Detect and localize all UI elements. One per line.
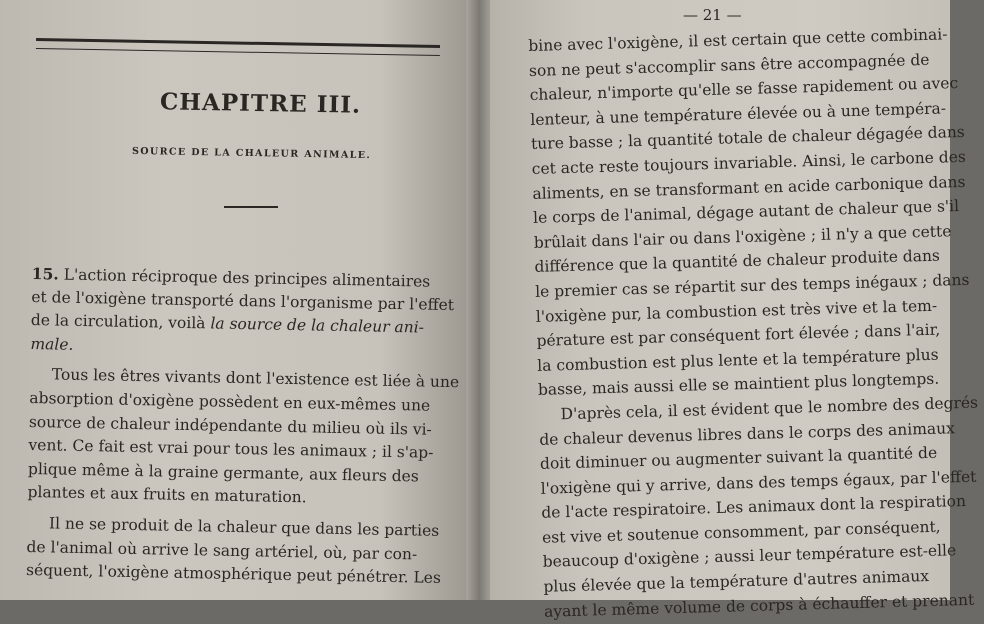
chapter-subtitle: SOURCE DE LA CHALEUR ANIMALE. — [131, 145, 372, 162]
text-line: ayant le même volume de corps à échauffer et prenant — [543, 590, 975, 621]
text-line: est vive et soutenue consomment, par conséquent, — [541, 517, 941, 547]
text-line: source de chaleur indépendante du milieu où ils vi- — [28, 412, 432, 439]
text-line: chaleur, n'importe qu'elle se fasse rapidement ou avec — [529, 74, 959, 105]
right-page-body — [528, 22, 979, 624]
header-double-rule — [36, 38, 440, 56]
text-line: et de l'oxigène transporté dans l'organisme par l'effet — [31, 287, 455, 314]
text-line: lenteur, à une température élevée ou à une tempéra- — [530, 99, 947, 129]
text-line: basse, mais aussi elle se maintient plus longtemps. — [537, 369, 940, 400]
text-line: pérature est par conséquent fort élevée ; dans l'air, — [536, 320, 941, 351]
text-line: plus élevée que la température d'autres animaux — [543, 567, 930, 596]
paragraph-number: 15. — [31, 263, 59, 284]
text-line: D'après cela, il est évident que le nombre des degrés — [560, 393, 979, 424]
text-line: 15. L'action réciproque des principes alimentaires — [31, 263, 431, 291]
text-line: le premier cas se répartit sur des temps inégaux ; dans — [534, 270, 970, 301]
text-line: brûlait dans l'air ou dans l'oxigène ; il n'y a que cette — [533, 222, 952, 252]
left-page — [0, 0, 475, 600]
text-line: plique même à la graine germante, aux fleurs des — [27, 459, 419, 486]
text-line: bine avec l'oxigène, il est certain que cette combinai- — [528, 25, 948, 55]
text-line: différence que la quantité de chaleur produite dans — [534, 246, 941, 277]
chapter-title: CHAPITRE III. — [159, 88, 362, 119]
text-line: de la circulation, voilà la source de la chaleur ani- — [30, 311, 425, 337]
text-line: aliments, en se transformant en acide carbonique dans — [532, 172, 966, 203]
section-divider — [224, 206, 278, 208]
italic-phrase: la source de la chaleur ani- — [210, 314, 425, 337]
page-number: — 21 — — [683, 6, 742, 24]
left-page-body — [26, 262, 462, 591]
text-line: séquent, l'oxigène atmosphérique peut pénétrer. Les — [25, 561, 442, 588]
text-line: de l'animal où arrive le sang artériel, où, par con- — [26, 537, 418, 563]
text-line: son ne peut s'accomplir sans être accompagnée de — [528, 50, 930, 80]
text-line: cet acte reste toujours invariable. Ainsi, le carbone des — [531, 147, 967, 178]
text-line: absorption d'oxigène possèdent en eux-mêmes une — [29, 388, 431, 415]
text-line: l'oxigène pur, la combustion est très vive et la tem- — [535, 296, 938, 326]
text-line: le corps de l'animal, dégage autant de chaleur que s'il — [532, 197, 960, 228]
text-line: l'oxigène qui y arrive, dans des temps égaux, par l'effet — [540, 467, 977, 498]
text-line: doit diminuer ou augmenter suivant la quantité de — [539, 443, 938, 473]
text-line: Il ne se produit de la chaleur que dans les parties — [48, 514, 440, 540]
text-line: vent. Ce fait est vrai pour tous les animaux ; il s'ap- — [28, 436, 434, 462]
text-line: de chaleur devenus libres dans le corps des animaux — [539, 418, 956, 449]
text-line: ture basse ; la quantité totale de chaleur dégagée dans — [530, 123, 965, 154]
text-line: la combustion est plus lente et la température plus — [537, 345, 939, 375]
text-line: male. — [30, 334, 74, 354]
text-line: plantes et aux fruits en maturation. — [27, 483, 307, 507]
text-line: de l'acte respiratoire. Les animaux dont la respiration — [541, 492, 967, 523]
text-line: Tous les êtres vivants dont l'existence est liée à une — [51, 365, 460, 392]
text-line: beaucoup d'oxigène ; aussi leur température est-elle — [542, 541, 957, 572]
